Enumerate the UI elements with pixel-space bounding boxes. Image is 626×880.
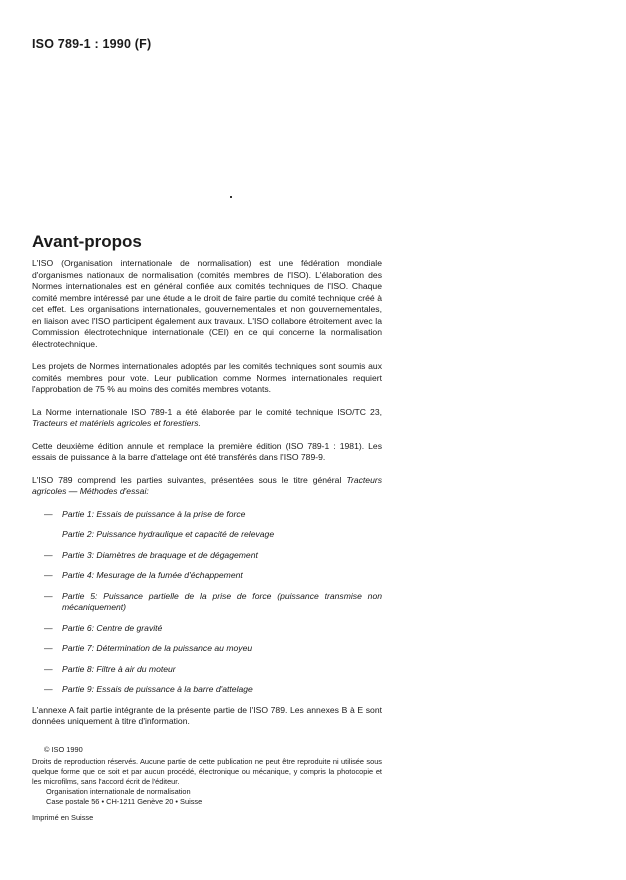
part-label: Partie 4: Mesurage de la fumée d'échappement [62,570,243,580]
list-item-part-4 [32,570,382,582]
list-dash: — [44,508,53,519]
parts-intro-text: L'ISO 789 comprend les parties suivantes, présentées sous le titre général [32,474,342,485]
organization-name: Organisation internationale de normalisation [46,787,191,796]
tc-title: Tracteurs et matériels agricoles et forestiers. [32,418,201,428]
paragraph-edition: Cette deuxième édition annule et remplace la première édition (ISO 789-1 : 1981). Les essais de puissance à la barre d'attelage ont été transférés dans l'ISO 789-9. [32,440,382,462]
part-label: Partie 5: Puissance partielle de la prise de force (puissance transmise non mécaniquement) [62,590,382,612]
list-dash: — [44,570,53,580]
parts-general-title: Tracteurs agricoles — Méthodes d'essai: [32,474,383,496]
part-label: Partie 6: Centre de gravité [62,622,163,633]
part-label: Partie 2: Puissance hydraulique et capacité de relevage [62,529,275,539]
list-dash: — [44,622,53,633]
parts-list [32,509,382,696]
paragraph-iso-intro: L'ISO (Organisation internationale de normalisation) est une fédération mondiale d'organismes nationaux de normalisation (comités membres de l'ISO). L'élaboration des Normes internationales est en général confiée aux comités techniques de l'ISO. Chaque comité membre intéressé par une étude a le droit de faire partie du comité technique créé à cet effet. Les organisations internationales, gouvernementales et non gouvernementales, en liaison avec l'ISO participent également aux travaux. L'ISO collabore étroitement avec la Commission électrotechnique internationale (CEI) en ce qui concerne la normalisation électrotechnique. [32,258,382,349]
list-item-part-9 [32,684,382,696]
list-dash: — [44,663,53,674]
copyright-notice: © ISO 1990 [44,745,83,754]
list-item-part-2 [32,529,382,541]
part-label: Partie 9: Essais de puissance à la barre d'attelage [62,684,253,694]
list-item-part-6 [32,623,382,635]
list-dash: — [44,643,53,653]
part-label: Partie 8: Filtre à air du moteur [62,663,176,674]
stray-mark [230,196,232,198]
list-dash: — [44,590,53,601]
postal-address: Case postale 56 • CH-1211 Genève 20 • Suisse [46,797,203,806]
list-item-part-8 [32,664,382,676]
page-title: Avant-propos [32,232,142,251]
paragraph-parts-intro [32,475,382,498]
document-body [32,258,382,739]
document-header: ISO 789-1 : 1990 (F) [32,37,152,51]
printed-in: Imprimé en Suisse [32,813,94,822]
list-item-part-5 [32,591,382,614]
list-dash: — [44,684,53,694]
part-label: Partie 3: Diamètres de braquage et de dégagement [62,549,258,560]
part-label: Partie 7: Détermination de la puissance au moyeu [62,643,253,653]
paragraph-technical-committee [32,407,382,430]
document-footer [32,745,382,823]
list-dash: — [44,549,53,560]
paragraph-annex: L'annexe A fait partie intégrante de la présente partie de l'ISO 789. Les annexes B à E sont données uniquement à titre d'information. [32,704,382,726]
list-item-part-1 [32,509,382,521]
tc-text: La Norme internationale ISO 789-1 a été élaborée par le comité technique ISO/TC 23, [32,406,382,417]
list-item-part-7 [32,643,382,655]
list-item-part-3 [32,550,382,562]
rights-notice: Droits de reproduction réservés. Aucune partie de cette publication ne peut être reproduite ni utilisée sous quelque forme que ce soit et par aucun procédé, électronique ou mécanique, y compris la photocopie et les microfilms, sans l'accord écrit de l'éditeur. [32,757,382,786]
part-label: Partie 1: Essais de puissance à la prise de force [62,508,246,519]
paragraph-drafts: Les projets de Normes internationales adoptés par les comités techniques sont soumis aux comités membres pour vote. Leur publication comme Normes internationales requiert l'approbation de 75 % au moins des comités membres votants. [32,361,382,394]
